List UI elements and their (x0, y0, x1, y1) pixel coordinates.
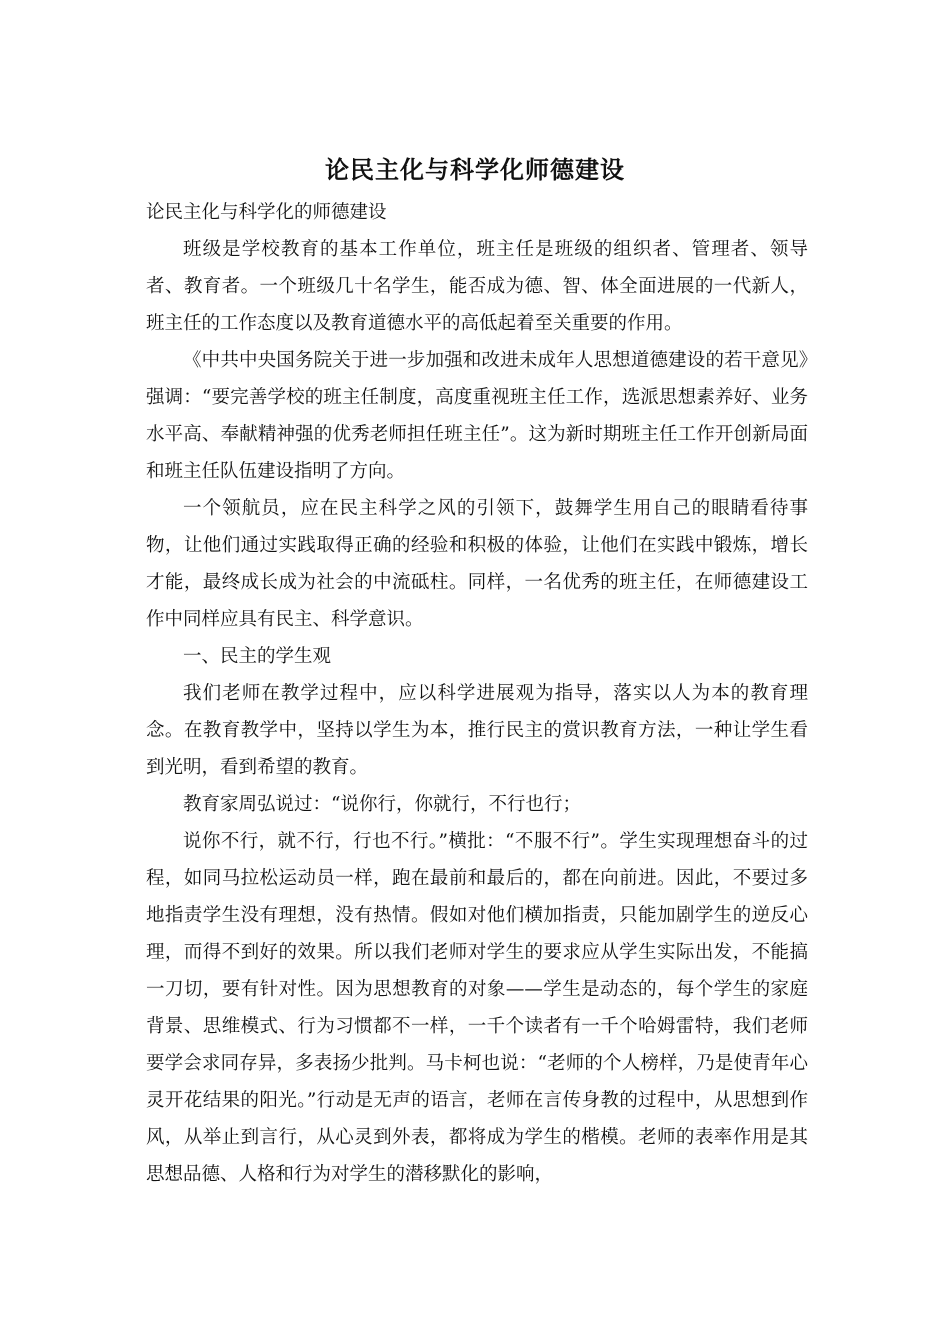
paragraph: 教育家周弘说过：“说你行，你就行，不行也行； (183, 794, 581, 815)
paragraph: 我们老师在教学过程中，应以科学进展观为指导，落实以人为本的教育理念。在教育教学中，坚持以学生为本，推行民主的赏识教育方法，一种让学生看到光明，看到希望的教育。 (146, 683, 808, 778)
document-title: 论民主化与科学化师德建设 (325, 155, 625, 184)
paragraph: 《中共中央国务院关于进一步加强和改进未成年人思想道德建设的若干意见》强调：“要完善学校的班主任制度，高度重视班主任工作，选派思想素养好、业务水平高、奉献精神强的优秀老师担任班主任”。这为新时期班主任工作开创新局面和班主任队伍建设指明了方向。 (146, 350, 808, 482)
document-body (146, 194, 808, 1193)
section-heading: 一、民主的学生观 (183, 646, 332, 667)
document-subtitle: 论民主化与科学化的师德建设 (146, 202, 387, 223)
paragraph: 班级是学校教育的基本工作单位，班主任是班级的组织者、管理者、领导者、教育者。一个班级几十名学生，能否成为德、智、体全面进展的一代新人，班主任的工作态度以及教育道德水平的高低起着至关重要的作用。 (146, 239, 808, 334)
paragraph: 一个领航员，应在民主科学之风的引领下，鼓舞学生用自己的眼睛看待事物，让他们通过实践取得正确的经验和积极的体验，让他们在实践中锻炼，增长才能，最终成长成为社会的中流砥柱。同样，一名优秀的班主任，在师德建设工作中同样应具有民主、科学意识。 (146, 498, 808, 630)
paragraph: 说你不行，就不行，行也不行。”横批：“不服不行”。学生实现理想奋斗的过程，如同马拉松运动员一样，跑在最前和最后的，都在向前进。因此，不要过多地指责学生没有理想，没有热情。假如对他们横加指责，只能加剧学生的逆反心理，而得不到好的效果。所以我们老师对学生的要求应从学生实际出发，不能搞一刀切，要有针对性。因为思想教育的对象——学生是动态的，每个学生的家庭背景、思维模式、行为习惯都不一样，一千个读者有一千个哈姆雷特，我们老师要学会求同存异，多表扬少批判。马卡柯也说：“老师的个人榜样，乃是使青年心灵开花结果的阳光。”行动是无声的语言，老师在言传身教的过程中，从思想到作风，从举止到言行，从心灵到外表，都将成为学生的楷模。老师的表率作用是其思想品德、人格和行为对学生的潜移默化的影响， (146, 831, 808, 1185)
